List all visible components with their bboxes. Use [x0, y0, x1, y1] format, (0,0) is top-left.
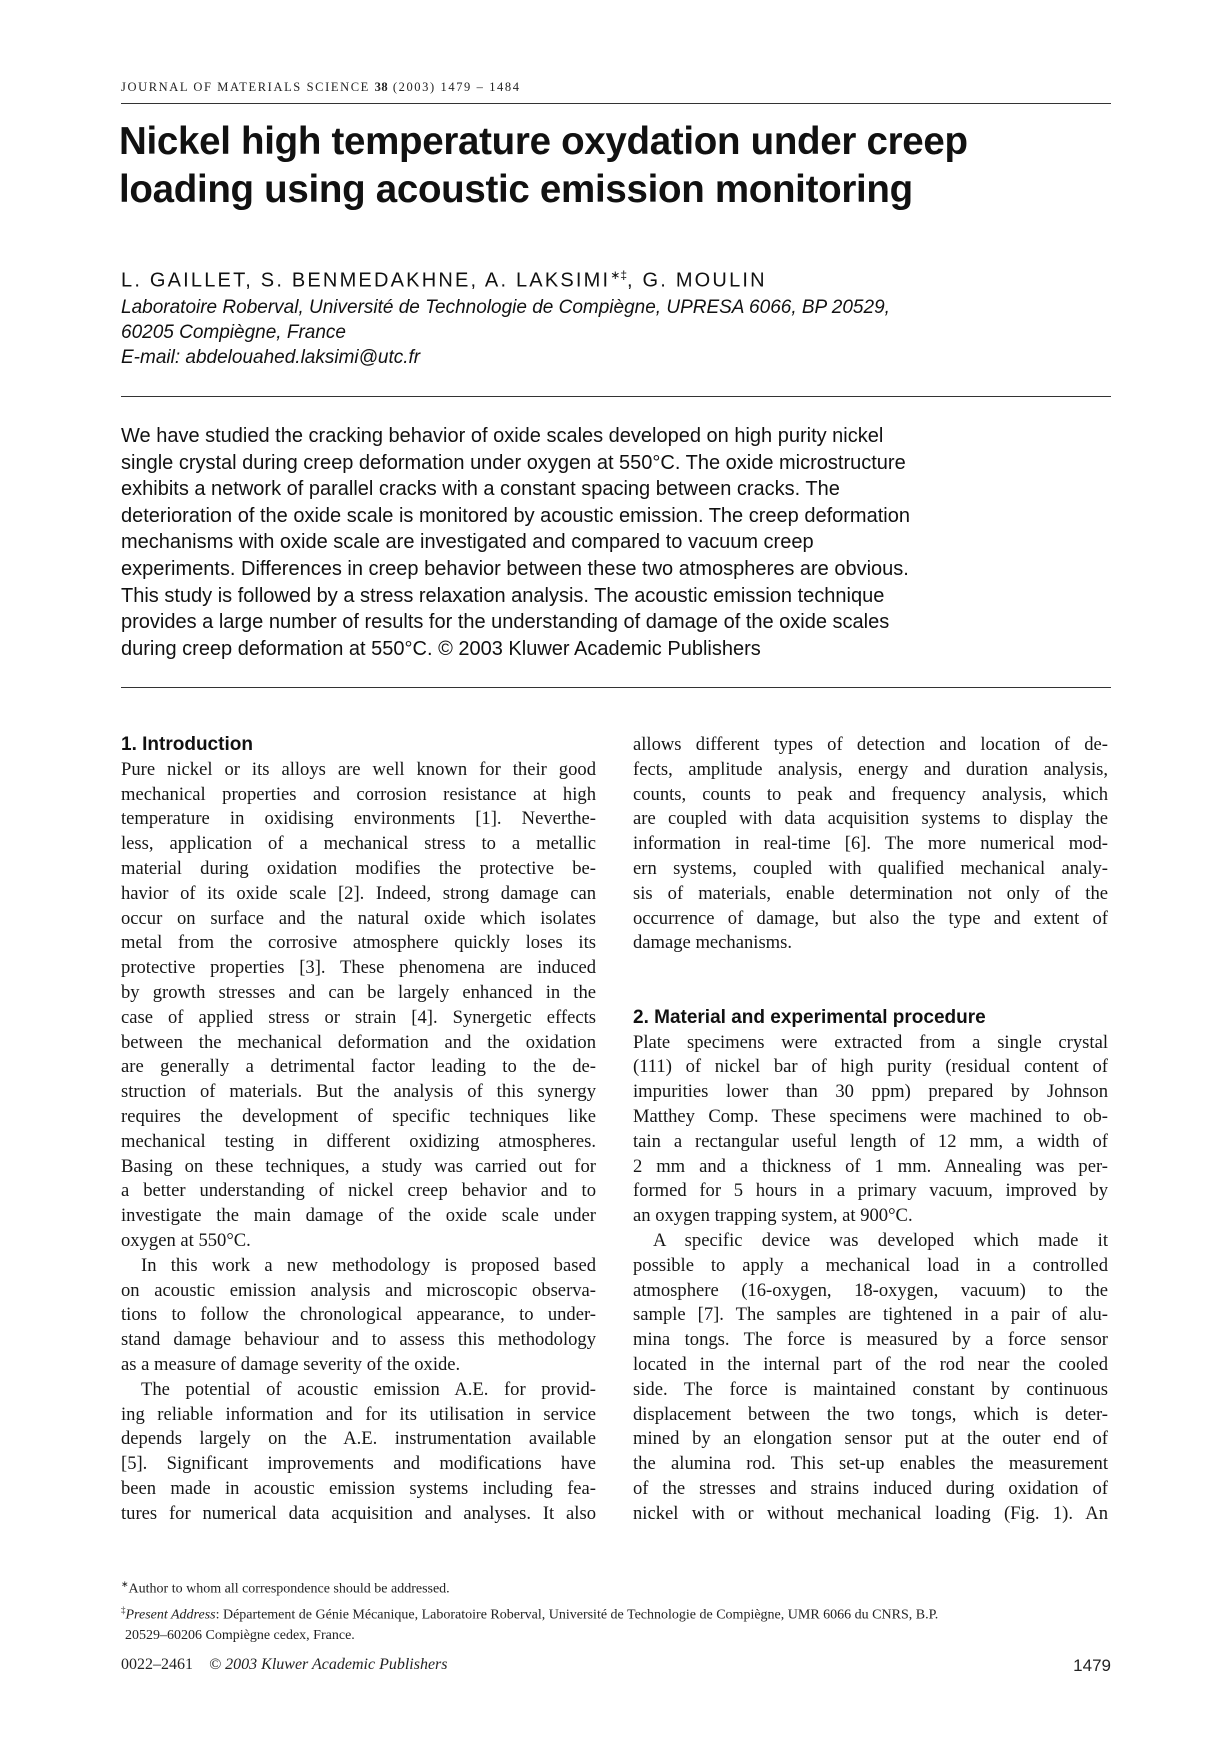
authors-main: L. GAILLET, S. BENMEDAKHNE, A. LAKSIMI: [121, 269, 611, 292]
body-line: are coupled with data acquisition systems to display the: [633, 808, 1108, 830]
header-rule: [121, 103, 1111, 104]
author-list: [121, 268, 767, 293]
body-line: occur on surface and the natural oxide which isolates: [121, 907, 596, 929]
body-line: occurrence of damage, but also the type and extent of: [633, 907, 1108, 929]
body-line: as a measure of damage severity of the oxide.: [121, 1353, 461, 1375]
body-line: impurities lower than 30 ppm) prepared by Johnson: [633, 1081, 1108, 1103]
section-gap: [633, 981, 1108, 1006]
footnote-correspondence: [121, 1574, 1111, 1600]
page-footer: [121, 1656, 1111, 1680]
journal-name: JOURNAL OF MATERIALS SCIENCE: [121, 80, 370, 94]
abstract-top-rule: [121, 396, 1111, 397]
body-line: formed for 5 hours in a primary vacuum, improved by: [633, 1180, 1108, 1202]
author-marks: ∗‡: [610, 268, 628, 282]
body-line: Basing on these techniques, a study was carried out for: [121, 1155, 596, 1177]
body-line: by growth stresses and can be largely enhanced in the: [121, 981, 596, 1003]
footnote-present-address: [121, 1600, 1111, 1626]
body-line: temperature in oxidising environments [1]. Neverthe-: [121, 808, 596, 830]
footnotes: [121, 1574, 1111, 1646]
body-line: The potential of acoustic emission A.E. for provid-: [141, 1378, 596, 1400]
body-line: ern systems, coupled with qualified mechanical analy-: [633, 857, 1108, 879]
body-line: ing reliable information and for its utilisation in service: [121, 1403, 596, 1425]
body-line: the alumina rod. This set-up enables the measurement: [633, 1453, 1108, 1475]
page-number: 1479: [1073, 1656, 1111, 1675]
abstract-line: deterioration of the oxide scale is monitored by acoustic emission. The creep deformation: [121, 504, 910, 527]
title-line-2: loading using acoustic emission monitoring: [119, 168, 913, 211]
affiliation-line-2: 60205 Compiègne, France: [121, 322, 346, 343]
footnote-mark: ‡: [121, 1604, 126, 1615]
footer-copyright: © 2003 Kluwer Academic Publishers: [209, 1656, 448, 1673]
body-line: In this work a new methodology is proposed based: [141, 1254, 596, 1276]
body-line: allows different types of detection and location of de-: [633, 734, 1108, 755]
body-line: requires the development of specific techniques like: [121, 1105, 596, 1127]
body-line: oxygen at 550°C.: [121, 1229, 251, 1251]
body-line: havior of its oxide scale [2]. Indeed, strong damage can: [121, 882, 596, 904]
body-line: case of applied stress or strain [4]. Synergetic effects: [121, 1006, 596, 1028]
body-line: tain a rectangular useful length of 12 mm, a width of: [633, 1130, 1108, 1152]
author-email: E-mail: abdelouahed.laksimi@utc.fr: [121, 347, 421, 368]
issn: 0022–2461: [121, 1656, 193, 1673]
body-line: 2 mm and a thickness of 1 mm. Annealing was per-: [633, 1155, 1108, 1177]
section-heading-introduction: 1. Introduction: [121, 734, 253, 755]
abstract-line: We have studied the cracking behavior of oxide scales developed on high purity nickel: [121, 425, 884, 447]
body-line: a better understanding of nickel creep behavior and to: [121, 1180, 596, 1202]
journal-year-pages: (2003) 1479 – 1484: [392, 80, 521, 94]
body-line: [5]. Significant improvements and modifications have: [121, 1453, 596, 1475]
body-line: (111) of nickel bar of high purity (residual content of: [633, 1056, 1108, 1078]
authors-last: , G. MOULIN: [627, 269, 767, 292]
body-line: located in the internal part of the rod near the cooled: [633, 1353, 1108, 1375]
body-line: A specific device was developed which made it: [653, 1229, 1108, 1251]
section-gap: [633, 956, 1108, 981]
body-line: on acoustic emission analysis and microscopic observa-: [121, 1279, 596, 1301]
body-line: information in real-time [6]. The more numerical mod-: [633, 833, 1108, 855]
body-line: atmosphere (16-oxygen, 18-oxygen, vacuum) to the: [633, 1279, 1108, 1301]
abstract-line: exhibits a network of parallel cracks with a constant spacing between cracks. The: [121, 478, 840, 501]
abstract-line: experiments. Differences in creep behavior between these two atmospheres are obvious.: [121, 557, 909, 580]
abstract: [121, 423, 1111, 662]
body-line: sample [7]. The samples are tightened in a pair of alu-: [633, 1304, 1108, 1326]
body-line: Matthey Comp. These specimens were machined to ob-: [633, 1105, 1108, 1127]
body-line: mechanical properties and corrosion resistance at high: [121, 783, 596, 805]
body-line: been made in acoustic emission systems including fea-: [121, 1477, 596, 1499]
body-line: material during oxidation modifies the protective be-: [121, 857, 596, 879]
footnote-text: : Département de Génie Mécanique, Laboratoire Roberval, Université de Technologie de Compiègne, UMR 6066 du CNRS, B.P.: [215, 1607, 939, 1623]
body-line: counts, counts to peak and frequency analysis, which: [633, 783, 1108, 805]
body-line: protective properties [3]. These phenomena are induced: [121, 957, 596, 979]
footer-left: [121, 1656, 448, 1674]
abstract-line: This study is followed by a stress relaxation analysis. The acoustic emission technique: [121, 584, 885, 607]
body-line: between the mechanical deformation and the oxidation: [121, 1031, 596, 1053]
body-line: less, application of a mechanical stress to a metallic: [121, 833, 596, 855]
body-line: Pure nickel or its alloys are well known for their good: [121, 758, 596, 780]
body-column-left: [121, 733, 596, 1527]
body-line: tures for numerical data acquisition and analyses. It also: [121, 1502, 596, 1524]
body-line: depends largely on the A.E. instrumentation available: [121, 1428, 596, 1450]
section-heading-material: 2. Material and experimental procedure: [633, 1006, 986, 1028]
body-line: nickel with or without mechanical loading (Fig. 1). An: [633, 1502, 1108, 1524]
body-line: Plate specimens were extracted from a single crystal: [633, 1031, 1108, 1053]
paper-title: [119, 118, 1109, 214]
abstract-line: during creep deformation at 550°C. © 2003 Kluwer Academic Publishers: [121, 637, 761, 660]
body-line: tions to follow the chronological appearance, to under-: [121, 1304, 596, 1326]
body-line: of the stresses and strains induced during oxidation of: [633, 1477, 1108, 1499]
footnote-label: Present Address: [125, 1607, 216, 1623]
body-line: mechanical testing in different oxidizing atmospheres.: [121, 1130, 596, 1152]
body-line: metal from the corrosive atmosphere quickly loses its: [121, 932, 596, 954]
abstract-line: provides a large number of results for the understanding of damage of the oxide scales: [121, 611, 890, 634]
abstract-line: mechanisms with oxide scale are investigated and compared to vacuum creep: [121, 531, 814, 554]
body-line: stand damage behaviour and to assess this methodology: [121, 1329, 596, 1351]
body-line: damage mechanisms.: [633, 932, 793, 954]
body-column-right: [633, 733, 1108, 1527]
body-line: fects, amplitude analysis, energy and duration analysis,: [633, 758, 1108, 780]
journal-volume: 38: [374, 80, 389, 94]
abstract-line: single crystal during creep deformation under oxygen at 550°C. The oxide microstructure: [121, 451, 906, 474]
footnote-mark: ∗: [121, 1579, 129, 1589]
body-line: mina tongs. The force is measured by a force sensor: [633, 1329, 1108, 1351]
body-line: struction of materials. But the analysis of this synergy: [121, 1081, 596, 1103]
body-line: investigate the main damage of the oxide scale under: [121, 1205, 596, 1227]
body-line: mined by an elongation sensor put at the outer end of: [633, 1428, 1108, 1450]
body-line: displacement between the two tongs, which is deter-: [633, 1403, 1108, 1425]
affiliation-line-1: Laboratoire Roberval, Université de Technologie de Compiègne, UPRESA 6066, BP 20529,: [121, 297, 890, 318]
title-line-1: Nickel high temperature oxydation under creep: [119, 120, 968, 163]
footnote-continuation: 20529–60206 Compiègne cedex, France.: [125, 1628, 355, 1644]
body-line: side. The force is maintained constant by continuous: [633, 1378, 1108, 1400]
body-line: are generally a detrimental factor leading to the de-: [121, 1056, 596, 1078]
abstract-bottom-rule: [121, 687, 1111, 688]
body-line: an oxygen trapping system, at 900°C.: [633, 1205, 913, 1227]
body-line: sis of materials, enable determination not only of the: [633, 882, 1108, 904]
footnote-text: Author to whom all correspondence should be addressed.: [128, 1581, 450, 1597]
running-head: [121, 80, 1111, 95]
body-line: possible to apply a mechanical load in a controlled: [633, 1254, 1108, 1276]
